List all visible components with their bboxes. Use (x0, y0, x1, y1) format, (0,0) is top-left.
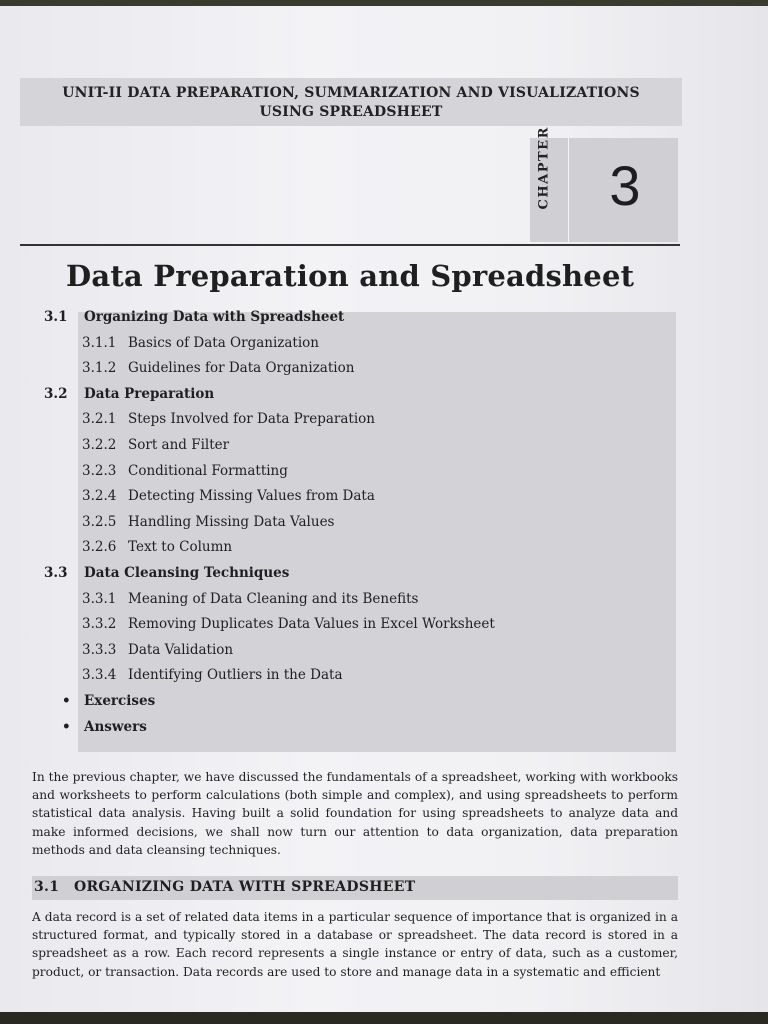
toc-item-title: Handling Missing Data Values (128, 513, 335, 530)
toc-item-number: 3.1.1 (82, 334, 117, 351)
page-edge-shadow (0, 1012, 768, 1024)
toc-item-title: Steps Involved for Data Preparation (128, 411, 375, 428)
unit-title (20, 84, 682, 122)
toc-item (44, 308, 344, 326)
toc-item-title: Exercises (84, 693, 156, 709)
title-rule (20, 244, 680, 246)
toc-item (82, 359, 354, 377)
section-title: ORGANIZING DATA WITH SPREADSHEET (74, 879, 416, 895)
toc-item (82, 538, 232, 556)
unit-title-line1: UNIT-II DATA PREPARATION, SUMMARIZATION AND VISUALIZATIONS (62, 85, 640, 101)
toc-item (44, 385, 214, 403)
toc-item (82, 334, 319, 352)
toc-item-number: 3.2.2 (82, 437, 117, 453)
toc-item (82, 666, 343, 684)
intro-paragraph: In the previous chapter, we have discussed the fundamentals of a spreadsheet, working with workbooks and worksheets to perform calculations (both simple and complex), and using spreadsheets to perform statistical data analysis. Having built a solid foundation for using spreadsheets to analyze data and make informed decisions, we shall now turn our attention to data organization, data preparation methods and data cleansing techniques. (32, 770, 678, 857)
toc-item-title: Removing Duplicates Data Values in Excel Worksheet (128, 616, 495, 633)
toc-item-title: Sort and Filter (128, 437, 230, 453)
section-heading (34, 879, 415, 895)
toc-item (82, 590, 418, 608)
book-page (0, 6, 768, 1018)
toc-item-number: 3.3.4 (82, 667, 117, 684)
chapter-divider (568, 138, 569, 242)
toc-item (82, 436, 229, 454)
toc-item-title: Basics of Data Organization (128, 334, 319, 351)
toc-item-number: 3.3.3 (82, 641, 117, 658)
toc-item-number: 3.2.3 (82, 462, 117, 479)
toc-item-title: Meaning of Data Cleaning and its Benefits (128, 590, 419, 607)
toc-item-title: Data Validation (128, 641, 234, 658)
toc-item (82, 410, 375, 428)
toc-item-number: 3.3.1 (82, 590, 117, 607)
toc-item-number: 3.2.1 (82, 411, 117, 428)
chapter-title: Data Preparation and Spreadsheet (66, 259, 635, 293)
toc-item-title: Organizing Data with Spreadsheet (84, 309, 345, 325)
toc-item (82, 462, 288, 480)
toc-item-title: Identifying Outliers in the Data (128, 667, 343, 684)
toc-item (82, 487, 375, 505)
toc-item (82, 641, 233, 659)
toc-item-title: Conditional Formatting (128, 462, 288, 479)
toc-item-title: Detecting Missing Values from Data (128, 488, 375, 505)
toc-item-number: • (62, 693, 71, 709)
toc-item (44, 564, 289, 582)
section-paragraph: A data record is a set of related data items in a particular sequence of importance that is organized in a structured format, and typically stored in a database or spreadsheet. The data record is stored in a spreadsheet as a row. Each record represents a single instance or entry of data, such as a customer, product, or transaction. Data records are used to store and manage data in a systematic and efficient (32, 910, 678, 979)
chapter-number: 3 (609, 154, 641, 217)
toc-item-title: Answers (84, 718, 147, 735)
toc-item-title: Guidelines for Data Organization (128, 360, 355, 377)
toc-item-title: Data Cleansing Techniques (84, 565, 290, 581)
toc-item (82, 615, 495, 633)
toc-item-number: 3.3.2 (82, 616, 117, 633)
toc-item-number: 3.1 (44, 309, 68, 325)
toc-item (82, 513, 335, 531)
toc-item-number: 3.1.2 (82, 360, 117, 377)
unit-title-line2: USING SPREADSHEET (259, 104, 443, 120)
toc-item-title: Data Preparation (84, 385, 215, 402)
chapter-label (537, 170, 552, 210)
toc-band (78, 312, 676, 752)
toc-item-number: • (62, 718, 71, 735)
toc-item-number: 3.2.5 (82, 513, 117, 530)
toc-item (62, 692, 155, 710)
toc-item-number: 3.2.6 (82, 539, 117, 556)
section-number: 3.1 (34, 879, 60, 895)
toc-item (62, 718, 147, 736)
toc-item-number: 3.2.4 (82, 488, 117, 505)
toc-item-number: 3.2 (44, 385, 68, 402)
toc-item-number: 3.3 (44, 565, 68, 581)
toc-item-title: Text to Column (128, 539, 233, 556)
